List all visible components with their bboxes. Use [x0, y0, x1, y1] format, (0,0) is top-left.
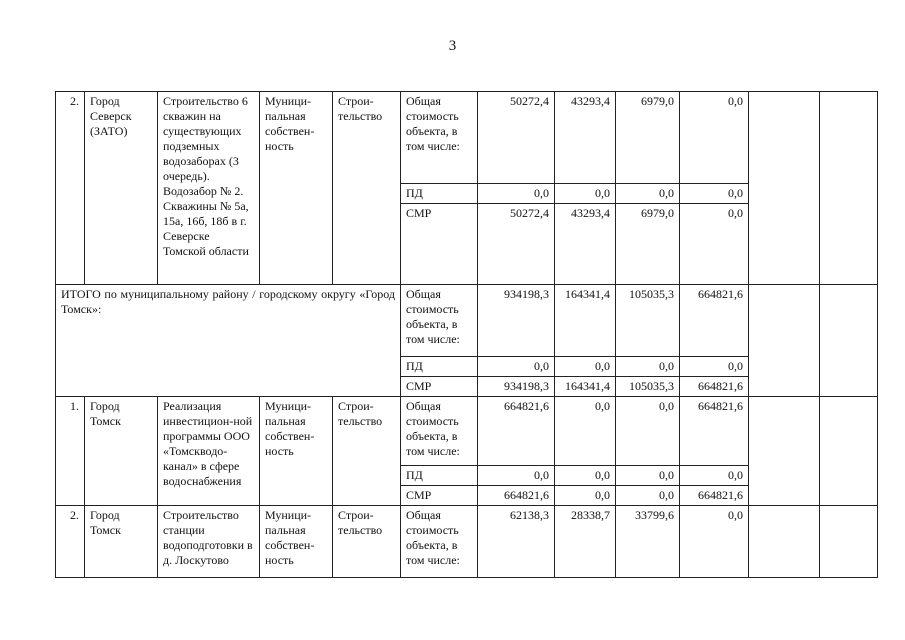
- cost-value: 664821,6: [680, 377, 749, 397]
- row-work-type: Строи-тельство: [333, 92, 401, 285]
- cost-label: ПД: [401, 466, 478, 486]
- table-row: [56, 506, 878, 578]
- cost-value: 105035,3: [616, 377, 680, 397]
- row-index: 2.: [56, 506, 85, 578]
- row-index: 2.: [56, 92, 85, 285]
- cost-label: СМР: [401, 204, 478, 285]
- cost-value: 0,0: [555, 357, 616, 377]
- table-row: [56, 397, 878, 466]
- total-row: [56, 285, 878, 357]
- cost-value: 0,0: [680, 184, 749, 204]
- cost-value: 0,0: [555, 466, 616, 486]
- empty-cell: [749, 397, 820, 506]
- cost-value: 43293,4: [555, 92, 616, 184]
- empty-cell: [820, 397, 878, 506]
- cost-value: 0,0: [680, 204, 749, 285]
- cost-value: 50272,4: [478, 92, 555, 184]
- cost-value: 934198,3: [478, 285, 555, 357]
- cost-value: 6979,0: [616, 204, 680, 285]
- cost-value: 0,0: [478, 357, 555, 377]
- cost-value: 0,0: [555, 486, 616, 506]
- cost-value: 105035,3: [616, 285, 680, 357]
- cost-value: 0,0: [478, 466, 555, 486]
- cost-value: 0,0: [478, 184, 555, 204]
- row-description: Реализация инвестицион-ной программы ООО «Томскводо-канал» в сфере водоснабжения: [158, 397, 260, 506]
- cost-value: 0,0: [555, 397, 616, 466]
- row-ownership: Муници-пальная собствен-ность: [260, 506, 333, 578]
- cost-label: Общая стоимость объекта, в том числе:: [401, 397, 478, 466]
- cost-value: 0,0: [616, 466, 680, 486]
- empty-cell: [749, 92, 820, 285]
- investment-table: [55, 91, 878, 578]
- row-description: Строительство станции водоподготовки в д. Лоскутово: [158, 506, 260, 578]
- cost-value: 0,0: [680, 92, 749, 184]
- row-location: Город Томск: [85, 397, 158, 506]
- empty-cell: [820, 285, 878, 397]
- cost-label: ПД: [401, 184, 478, 204]
- cost-value: 664821,6: [478, 486, 555, 506]
- cost-value: 43293,4: [555, 204, 616, 285]
- row-ownership: Муници-пальная собствен-ность: [260, 397, 333, 506]
- empty-cell: [820, 506, 878, 578]
- cost-value: 164341,4: [555, 377, 616, 397]
- cost-value: 664821,6: [680, 397, 749, 466]
- cost-label: СМР: [401, 486, 478, 506]
- cost-value: 33799,6: [616, 506, 680, 578]
- row-location: Город Северск (ЗАТО): [85, 92, 158, 285]
- cost-value: 664821,6: [680, 486, 749, 506]
- cost-value: 664821,6: [478, 397, 555, 466]
- cost-value: 164341,4: [555, 285, 616, 357]
- cost-value: 6979,0: [616, 92, 680, 184]
- cost-label: ПД: [401, 357, 478, 377]
- cost-value: 934198,3: [478, 377, 555, 397]
- cost-value: 50272,4: [478, 204, 555, 285]
- row-work-type: Строи-тельство: [333, 506, 401, 578]
- cost-value: 0,0: [680, 506, 749, 578]
- row-index: 1.: [56, 397, 85, 506]
- table-row: [56, 92, 878, 184]
- row-description: Строительство 6 скважин на существующих подземных водозаборах (3 очередь). Водозабор № 2. Скважины № 5а, 15а, 16б, 18б в г. Северске Томской области: [158, 92, 260, 285]
- row-location: Город Томск: [85, 506, 158, 578]
- cost-value: 0,0: [616, 357, 680, 377]
- empty-cell: [820, 92, 878, 285]
- cost-label: Общая стоимость объекта, в том числе:: [401, 285, 478, 357]
- cost-label: СМР: [401, 377, 478, 397]
- total-label: ИТОГО по муниципальному району / городскому округу «Город Томск»:: [56, 285, 401, 397]
- cost-value: 0,0: [680, 466, 749, 486]
- cost-value: 28338,7: [555, 506, 616, 578]
- cost-value: 664821,6: [680, 285, 749, 357]
- cost-label: Общая стоимость объекта, в том числе:: [401, 506, 478, 578]
- row-work-type: Строи-тельство: [333, 397, 401, 506]
- empty-cell: [749, 285, 820, 397]
- row-ownership: Муници-пальная собствен-ность: [260, 92, 333, 285]
- cost-value: 62138,3: [478, 506, 555, 578]
- empty-cell: [749, 506, 820, 578]
- cost-value: 0,0: [680, 357, 749, 377]
- cost-value: 0,0: [616, 397, 680, 466]
- cost-value: 0,0: [616, 184, 680, 204]
- cost-value: 0,0: [616, 486, 680, 506]
- page-number: 3: [448, 38, 457, 54]
- cost-label: Общая стоимость объекта, в том числе:: [401, 92, 478, 184]
- cost-value: 0,0: [555, 184, 616, 204]
